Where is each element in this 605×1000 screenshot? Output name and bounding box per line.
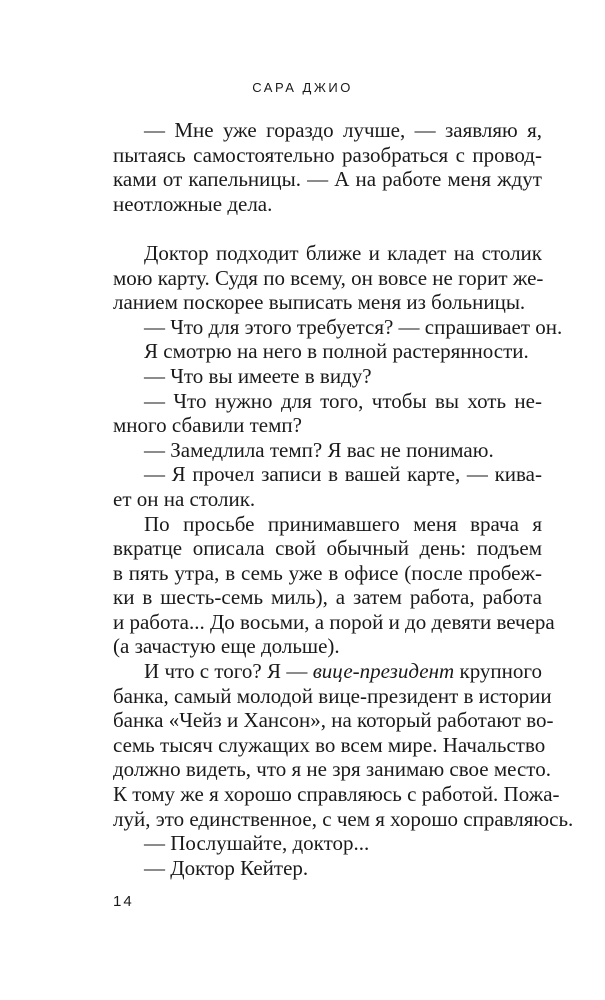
text-line: вкратце описала свой обычный день: подъем (113, 536, 542, 561)
paragraph (113, 511, 555, 660)
text-line: — Мне уже гораздо лучше, — заявляю я, (144, 118, 542, 142)
text-line (113, 659, 542, 684)
text-run: крупного (454, 659, 542, 684)
paragraph (113, 364, 542, 389)
text-line: — Я прочел записи в вашей карте, — кива- (144, 462, 542, 487)
text-line: луй, это единственное, с чем я хорошо справляюсь. (113, 806, 574, 831)
text-line: К тому же я хорошо справляюсь с работой. Пожа- (113, 782, 560, 807)
italic-term: вице-президент (312, 659, 455, 684)
text-run: И что с того? Я — (144, 659, 313, 684)
text-line: пытаясь самостоятельно разобраться с провод- (113, 142, 542, 167)
paragraph (113, 118, 542, 216)
text-line: и работа... До восьми, а порой и до девяти вечера (113, 609, 555, 634)
text-line: ки в шесть-семь миль), а затем работа, работа (113, 585, 542, 610)
text-line: — Замедлила темп? Я вас не понимаю. (144, 437, 494, 462)
text-line: много сбавили темп? (113, 413, 302, 438)
text-line: в пять утра, в семь уже в офисе (после пробеж- (113, 560, 542, 585)
text-line: — Послушайте, доктор... (144, 831, 370, 856)
paragraph (113, 314, 563, 340)
paragraph (113, 438, 542, 463)
paragraph (113, 389, 542, 438)
paragraph (113, 856, 542, 881)
paragraph (113, 831, 542, 856)
text-line: ками от капельницы. — А на работе меня ждут (113, 167, 542, 192)
paragraph (113, 339, 542, 364)
page-body (113, 118, 574, 880)
text-line: банка «Чейз и Хансон», на который работают во- (113, 708, 554, 733)
text-line: должно видеть, что я не зря занимаю свое место. (113, 757, 551, 782)
text-line: семь тысяч служащих во всем мире. Начальство (113, 732, 546, 757)
running-head: САРА ДЖИО (252, 80, 353, 95)
paragraph (113, 241, 542, 315)
text-line: ет он на столик. (113, 486, 256, 511)
text-line: По просьбе принимавшего меня врача я (144, 511, 542, 536)
text-line: Я смотрю на него в полной растерянности. (144, 339, 529, 364)
text-line: — Что нужно для того, чтобы вы хоть не- (144, 388, 542, 413)
text-line: неотложные дела. (113, 191, 273, 216)
text-line: — Что вы имеете в виду? (144, 363, 372, 388)
text-line: (а зачастую еще дольше). (113, 634, 340, 659)
text-line: — Что для этого требуется? — спрашивает он. (144, 314, 563, 339)
section-break (113, 216, 542, 241)
text-line: банка, самый молодой вице-президент в истории (113, 683, 552, 708)
paragraph (113, 659, 574, 831)
paragraph (113, 462, 542, 511)
text-line: — Доктор Кейтер. (144, 855, 309, 880)
text-line: Доктор подходит ближе и кладет на столик (144, 240, 542, 265)
page-number: 14 (113, 893, 134, 910)
text-line: мою карту. Судя по всему, он вовсе не горит же- (113, 265, 544, 290)
text-line: ланием поскорее выписать меня из больницы. (113, 290, 526, 315)
